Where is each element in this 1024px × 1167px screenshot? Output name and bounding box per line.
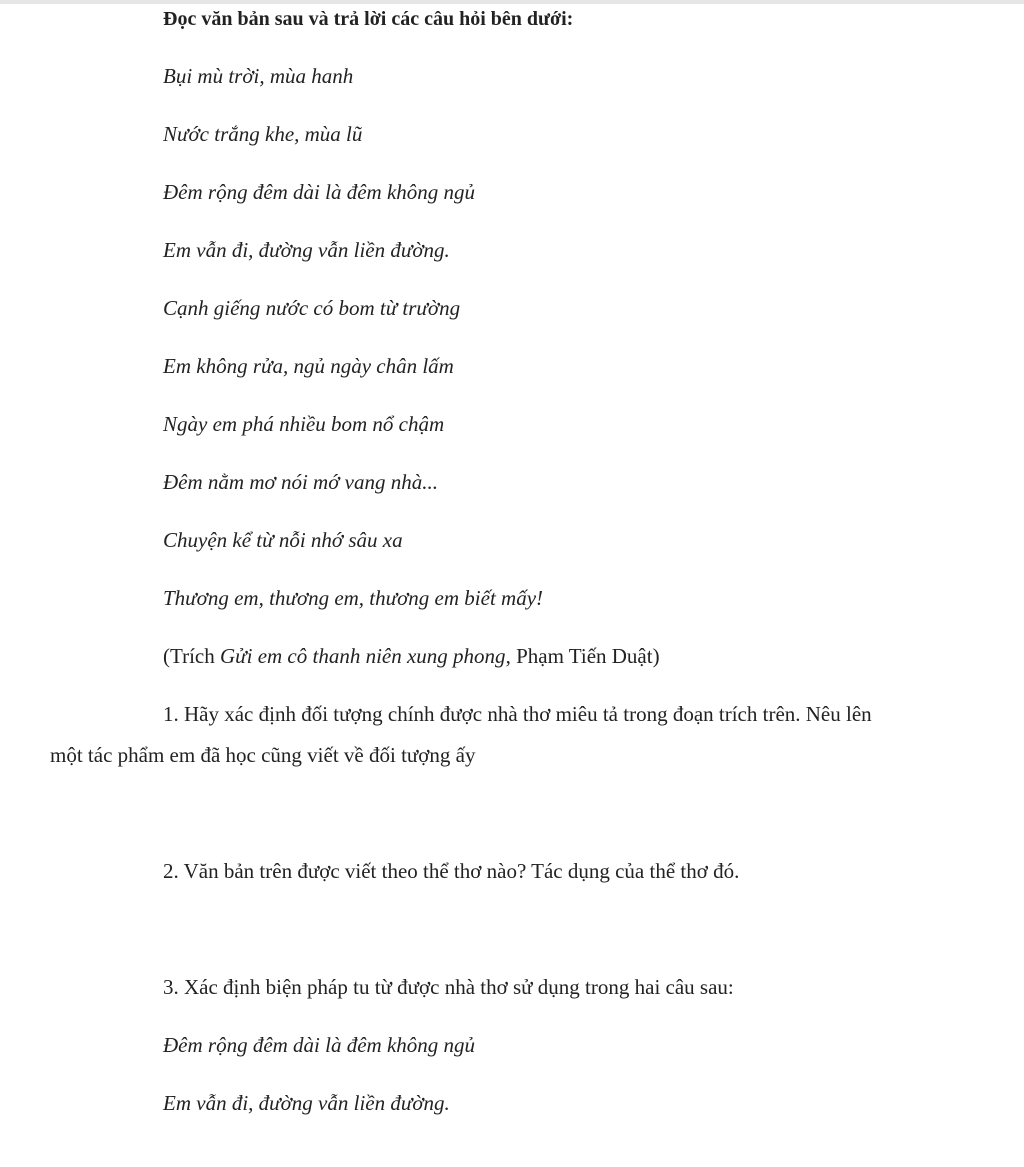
question-2: 2. Văn bản trên được viết theo thể thơ nào? Tác dụng của thể thơ đó. bbox=[163, 859, 740, 883]
source-suffix: , Phạm Tiến Duật) bbox=[505, 644, 660, 668]
poem-line-10: Thương em, thương em, thương em biết mấy! bbox=[163, 586, 544, 610]
poem-line-5: Cạnh giếng nước có bom từ trường bbox=[163, 296, 461, 320]
question-3-verse-2: Em vẫn đi, đường vẫn liền đường. bbox=[163, 1091, 450, 1115]
source-citation bbox=[163, 643, 660, 669]
poem-line-9: Chuyện kể từ nỗi nhớ sâu xa bbox=[163, 528, 403, 552]
question-1-line-1: 1. Hãy xác định đối tượng chính được nhà thơ miêu tả trong đoạn trích trên. Nêu lên bbox=[163, 702, 872, 726]
poem-line-3: Đêm rộng đêm dài là đêm không ngủ bbox=[163, 180, 476, 204]
poem-line-7: Ngày em phá nhiều bom nổ chậm bbox=[163, 412, 445, 436]
poem-line-4: Em vẫn đi, đường vẫn liền đường. bbox=[163, 238, 450, 262]
question-3-text: 3. Xác định biện pháp tu từ được nhà thơ sử dụng trong hai câu sau: bbox=[163, 975, 734, 999]
question-1-line-2: một tác phẩm em đã học cũng viết về đối tượng ấy bbox=[50, 743, 476, 767]
page-top-edge bbox=[0, 0, 1024, 4]
question-3-verse-1: Đêm rộng đêm dài là đêm không ngủ bbox=[163, 1033, 476, 1057]
poem-line-2: Nước trắng khe, mùa lũ bbox=[163, 122, 363, 146]
source-prefix: (Trích bbox=[163, 644, 220, 668]
poem-line-1: Bụi mù trời, mùa hanh bbox=[163, 64, 354, 88]
poem-line-6: Em không rửa, ngủ ngày chân lấm bbox=[163, 354, 454, 378]
poem-line-8: Đêm nằm mơ nói mớ vang nhà... bbox=[163, 470, 438, 494]
instruction-heading: Đọc văn bản sau và trả lời các câu hỏi bên dưới: bbox=[163, 8, 574, 30]
source-title: Gửi em cô thanh niên xung phong bbox=[219, 644, 506, 668]
